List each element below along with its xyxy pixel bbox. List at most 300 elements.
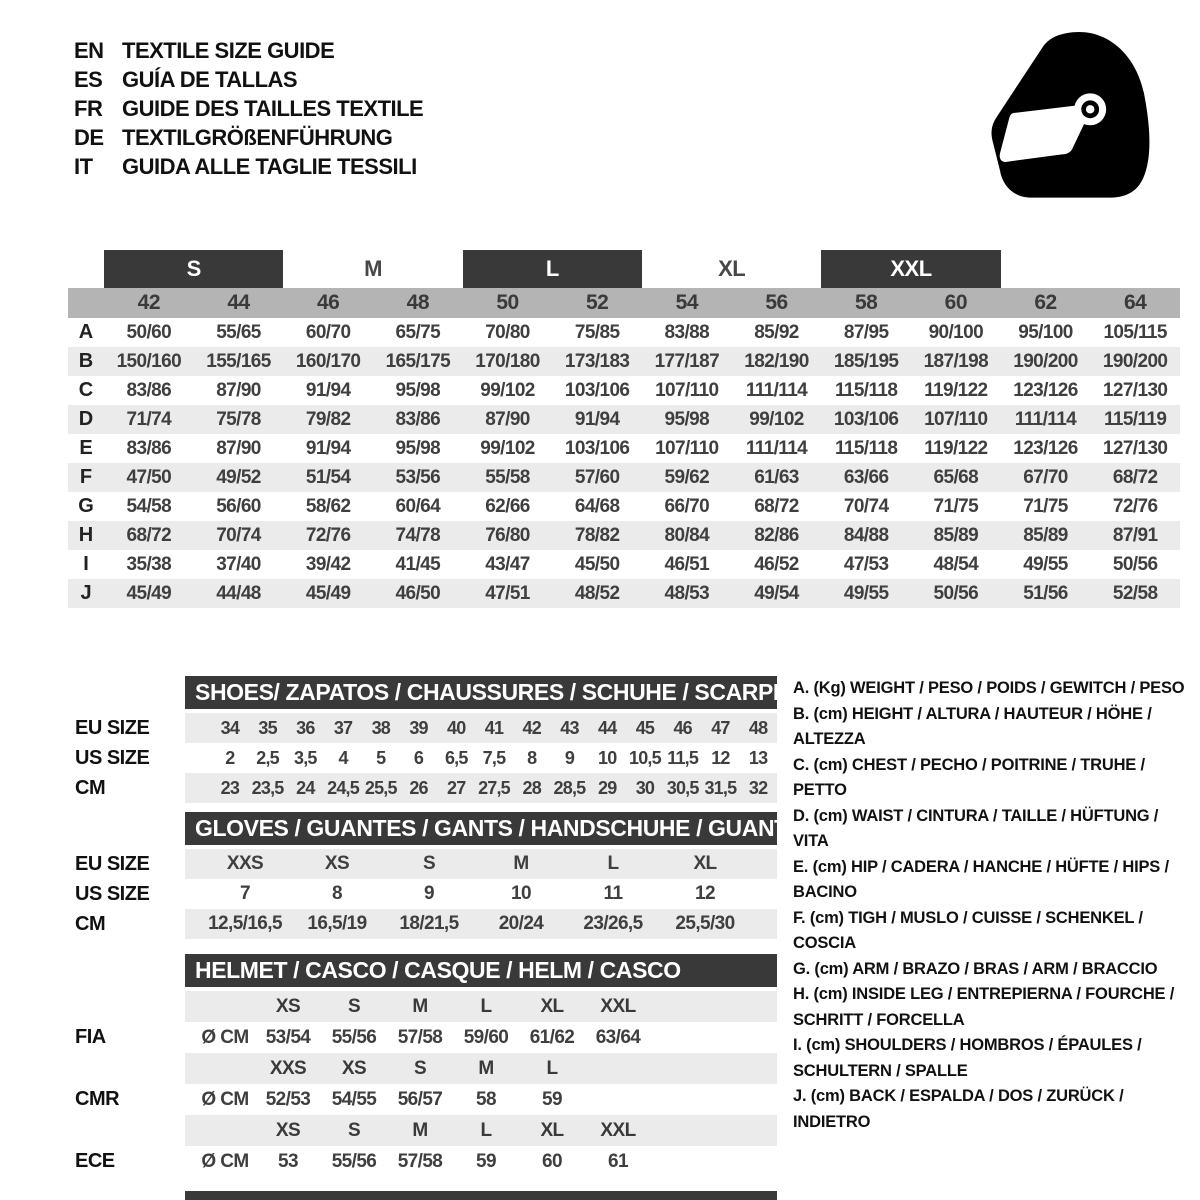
value-cell: 68/72 xyxy=(1112,466,1158,488)
value-cell: 37/40 xyxy=(216,553,261,575)
value-cell: 10 xyxy=(511,883,531,904)
value-cell: 72/76 xyxy=(1112,495,1158,517)
value-cell: 9 xyxy=(424,883,434,904)
size-label: M xyxy=(478,1057,494,1079)
value-cell: 68/72 xyxy=(754,495,799,517)
measurement-row-G xyxy=(68,492,1180,521)
value-cell: 39 xyxy=(409,717,428,738)
row-label-B: B xyxy=(78,350,94,372)
language-row-fr xyxy=(74,94,423,123)
value-cell: 35 xyxy=(258,717,277,738)
value-cell: 115/119 xyxy=(1103,408,1167,430)
legend-entry-c: C. (cm) CHEST / PECHO / POITRINE / TRUHE / PETTO xyxy=(793,755,1145,799)
value-cell: 45/49 xyxy=(126,582,172,604)
legend-entry-j: J. (cm) BACK / ESPALDA / DOS / ZURÜCK / INDIETRO xyxy=(793,1087,1124,1131)
value-cell: 24 xyxy=(296,777,315,798)
helmet-values-cmr xyxy=(75,1084,777,1115)
value-cell: 107/110 xyxy=(655,379,719,401)
row-cm xyxy=(75,909,777,939)
measurement-row-D xyxy=(68,405,1180,434)
value-cell: 31,5 xyxy=(704,777,737,798)
value-cell: 65/68 xyxy=(933,466,979,488)
value-cell: 63/64 xyxy=(595,1026,641,1048)
value-cell: 87/90 xyxy=(485,408,530,430)
value-cell: 54/58 xyxy=(126,495,172,517)
racing-helmet-icon xyxy=(972,20,1167,208)
value-cell: 190/200 xyxy=(1013,350,1078,372)
value-cell: 75/78 xyxy=(216,408,261,430)
value-cell: 61/63 xyxy=(754,466,799,488)
value-cell: 72/76 xyxy=(305,524,351,546)
value-cell: 11 xyxy=(603,883,623,904)
shoes-table-header: SHOES/ ZAPATOS / CHAUSSURES / SCHUHE / SCARPE xyxy=(185,676,777,709)
value-cell: 84/88 xyxy=(843,524,889,546)
value-cell: L xyxy=(607,853,619,874)
helmet-rows xyxy=(75,991,777,1177)
row-values xyxy=(185,879,777,909)
helmet-table-header: HELMET / CASCO / CASQUE / HELM / CASCO xyxy=(185,954,777,987)
helmet-values-fia xyxy=(75,1022,777,1053)
value-cell: 27,5 xyxy=(478,777,510,798)
value-cell: 99/102 xyxy=(749,408,804,430)
row-eu-size xyxy=(75,849,777,879)
value-cell: 46 xyxy=(673,717,692,738)
language-code: IT xyxy=(74,154,93,179)
row-values xyxy=(185,773,777,803)
row-values xyxy=(185,909,777,939)
language-title-list xyxy=(74,36,423,181)
row-label: EU SIZE xyxy=(75,716,150,739)
value-cell: 50/60 xyxy=(126,321,172,343)
value-cell: 2 xyxy=(225,747,235,768)
value-cell: 29 xyxy=(597,777,617,798)
row-us-size xyxy=(75,879,777,909)
row-label: US SIZE xyxy=(75,882,150,905)
value-cell: 99/102 xyxy=(480,437,535,459)
shoes-rows xyxy=(75,713,777,803)
value-cell: 59 xyxy=(542,1088,562,1110)
row-label-spacer xyxy=(75,1053,185,1084)
size-label: S xyxy=(413,1057,427,1079)
value-cell: 63/66 xyxy=(843,466,889,488)
value-cell: 47/50 xyxy=(126,466,172,488)
value-cell: 150/160 xyxy=(116,350,182,372)
language-row-es xyxy=(74,65,423,94)
value-cell: 170/180 xyxy=(475,350,540,372)
value-cell: 56/57 xyxy=(397,1088,443,1110)
row-values xyxy=(185,1146,777,1177)
value-cell: 10 xyxy=(597,747,617,768)
measurement-row-E xyxy=(68,434,1180,463)
value-cell: 85/92 xyxy=(754,321,799,343)
unit-cell: Ø CM xyxy=(201,1150,249,1172)
value-cell: 49/54 xyxy=(754,582,799,604)
value-cell: 12 xyxy=(711,747,730,768)
value-cell: 83/86 xyxy=(395,408,441,430)
value-cell: 103/106 xyxy=(564,437,630,459)
size-group-m: M xyxy=(364,256,382,281)
value-cell: 107/110 xyxy=(655,437,719,459)
value-cell: 6 xyxy=(413,747,424,768)
value-cell: 95/98 xyxy=(395,379,441,401)
helmet-sizes-fia xyxy=(75,991,777,1022)
value-cell: 173/183 xyxy=(564,350,630,372)
language-title: TEXTILGRÖßENFÜHRUNG xyxy=(122,125,393,150)
value-cell: 61 xyxy=(608,1150,628,1172)
value-cell: 7,5 xyxy=(482,747,506,768)
value-cell: 50/56 xyxy=(1112,553,1158,575)
row-label: CM xyxy=(75,776,106,799)
value-cell: 51/54 xyxy=(305,466,351,488)
row-label-ece: ECE xyxy=(75,1150,115,1172)
value-cell: 105/115 xyxy=(1103,321,1167,343)
row-label-C: C xyxy=(78,379,94,401)
row-label-I: I xyxy=(83,553,89,575)
value-cell: 60/70 xyxy=(305,321,351,343)
size-label: XL xyxy=(540,1119,564,1141)
value-cell: XXS xyxy=(226,853,264,874)
value-cell: 82/86 xyxy=(754,524,799,546)
size-48: 48 xyxy=(406,291,429,314)
value-cell: 95/98 xyxy=(395,437,441,459)
value-cell: 91/94 xyxy=(574,408,620,430)
value-cell: 99/102 xyxy=(480,379,535,401)
row-values xyxy=(185,743,777,773)
value-cell: 71/75 xyxy=(1023,495,1068,517)
value-cell: 6,5 xyxy=(444,747,468,768)
value-cell: 13 xyxy=(748,747,768,768)
language-title: TEXTILE SIZE GUIDE xyxy=(122,38,335,63)
value-cell: 62/66 xyxy=(485,495,530,517)
measurement-row-I xyxy=(68,550,1180,579)
size-50: 50 xyxy=(496,291,519,314)
value-cell: 48 xyxy=(748,717,768,738)
value-cell: 83/86 xyxy=(126,379,172,401)
size-52: 52 xyxy=(585,291,609,314)
size-label: L xyxy=(480,995,492,1017)
value-cell: 45/50 xyxy=(574,553,620,575)
row-values xyxy=(185,713,777,743)
value-cell: 12,5/16,5 xyxy=(208,913,282,934)
value-cell: 53 xyxy=(278,1150,298,1172)
value-cell: 111/114 xyxy=(745,379,808,401)
value-cell: 10,5 xyxy=(629,747,661,768)
value-cell: 111/114 xyxy=(745,437,808,459)
size-labels xyxy=(185,1053,777,1084)
value-cell: 48/52 xyxy=(574,582,620,604)
value-cell: 5 xyxy=(376,747,386,768)
value-cell: 50/56 xyxy=(933,582,979,604)
value-cell: 18/21,5 xyxy=(399,913,459,934)
size-54: 54 xyxy=(675,291,698,314)
value-cell: 87/95 xyxy=(843,321,889,343)
value-cell: 23,5 xyxy=(251,777,284,798)
helmet-sizes-cmr xyxy=(75,1053,777,1084)
value-cell: 83/88 xyxy=(664,321,710,343)
size-label: XS xyxy=(341,1057,367,1079)
value-cell: 80/84 xyxy=(664,524,710,546)
value-cell: 64/68 xyxy=(574,495,620,517)
value-cell: 65/75 xyxy=(395,321,441,343)
value-cell: 74/78 xyxy=(395,524,441,546)
value-cell: 30,5 xyxy=(666,777,699,798)
value-cell: 36 xyxy=(296,717,315,738)
value-cell: 185/195 xyxy=(833,350,899,372)
measurement-row-A xyxy=(68,318,1180,347)
row-label: CM xyxy=(75,912,106,935)
value-cell: 71/74 xyxy=(126,408,172,430)
language-title: GUIDE DES TAILLES TEXTILE xyxy=(122,96,424,121)
language-row-de xyxy=(74,123,423,152)
language-code: ES xyxy=(74,67,103,92)
value-cell: 47/51 xyxy=(485,582,530,604)
value-cell: 34 xyxy=(220,717,240,738)
value-cell: S xyxy=(422,853,436,874)
value-cell: 59/60 xyxy=(463,1026,509,1048)
size-labels xyxy=(185,1115,777,1146)
value-cell: 85/89 xyxy=(933,524,979,546)
value-cell: 38 xyxy=(371,717,390,738)
value-cell: 49/55 xyxy=(843,582,889,604)
row-eu-size xyxy=(75,713,777,743)
value-cell: 48/53 xyxy=(664,582,710,604)
row-label: EU SIZE xyxy=(75,852,150,875)
value-cell: 3,5 xyxy=(294,747,317,768)
size-label: M xyxy=(412,995,428,1017)
legend-entry-d: D. (cm) WAIST / CINTURA / TAILLE / HÜFTUNG / VITA xyxy=(793,806,1159,850)
value-cell: 60/64 xyxy=(395,495,441,517)
value-cell: 40 xyxy=(447,717,466,738)
value-cell: 95/100 xyxy=(1018,321,1073,343)
value-cell: 78/82 xyxy=(574,524,620,546)
value-cell: 45 xyxy=(635,717,655,738)
value-cell: 127/130 xyxy=(1102,379,1168,401)
size-label: S xyxy=(347,995,361,1017)
size-label: XXS xyxy=(269,1057,307,1079)
language-title: GUÍA DE TALLAS xyxy=(122,67,298,92)
measurement-legend xyxy=(793,676,1193,1135)
row-label-H: H xyxy=(78,524,94,546)
value-cell: 47 xyxy=(711,717,730,738)
value-cell: 177/187 xyxy=(654,350,720,372)
legend-entry-g: G. (cm) ARM / BRAZO / BRAS / ARM / BRACCIO xyxy=(793,959,1158,978)
size-label: L xyxy=(480,1119,492,1141)
value-cell: 79/82 xyxy=(305,408,351,430)
size-62: 62 xyxy=(1034,291,1057,314)
value-cell: 107/110 xyxy=(924,408,988,430)
corner-spacer xyxy=(68,250,104,288)
value-cell: 127/130 xyxy=(1102,437,1168,459)
value-cell: 103/106 xyxy=(564,379,630,401)
value-cell: 60 xyxy=(542,1150,562,1172)
value-cell: 44 xyxy=(597,717,617,738)
value-cell: 54/55 xyxy=(331,1088,377,1110)
value-cell: 23/26,5 xyxy=(583,913,643,934)
measurement-row-C xyxy=(68,376,1180,405)
value-cell: 32 xyxy=(748,777,768,798)
value-cell: 123/126 xyxy=(1013,379,1078,401)
size-label: XL xyxy=(540,995,564,1017)
value-cell: 24,5 xyxy=(327,777,359,798)
value-cell: 45/49 xyxy=(305,582,351,604)
row-values xyxy=(185,1084,777,1115)
value-cell: 25,5/30 xyxy=(675,913,735,934)
row-label-spacer xyxy=(75,991,185,1022)
textile-size-table xyxy=(68,250,1180,608)
helmet-sizes-ece xyxy=(75,1115,777,1146)
value-cell: 90/100 xyxy=(928,321,984,343)
value-cell: 55/58 xyxy=(485,466,530,488)
value-cell: XL xyxy=(693,853,717,874)
value-cell: 43 xyxy=(560,717,579,738)
value-cell: XS xyxy=(324,853,350,874)
size-44: 44 xyxy=(227,291,250,314)
measurement-rows xyxy=(68,318,1180,608)
size-46: 46 xyxy=(316,291,340,314)
value-cell: 71/75 xyxy=(933,495,979,517)
value-cell: 9 xyxy=(564,747,575,768)
row-label-D: D xyxy=(78,408,94,430)
size-group-xl: XL xyxy=(718,256,746,281)
value-cell: 57/60 xyxy=(574,466,620,488)
size-label: L xyxy=(546,1057,558,1079)
value-cell: 23 xyxy=(220,777,240,798)
value-cell: 2,5 xyxy=(256,747,279,768)
value-cell: 16,5/19 xyxy=(307,913,367,934)
value-cell: 57/58 xyxy=(397,1150,443,1172)
measurement-row-H xyxy=(68,521,1180,550)
value-cell: 75/85 xyxy=(574,321,620,343)
row-label-spacer xyxy=(75,1115,185,1146)
value-cell: 49/55 xyxy=(1023,553,1068,575)
value-cell: 115/118 xyxy=(834,379,898,401)
value-cell: 42 xyxy=(522,717,541,738)
helmet-size-table xyxy=(75,954,777,1177)
unit-cell: Ø CM xyxy=(201,1088,249,1110)
shoes-size-table xyxy=(75,676,788,803)
value-cell: 59/62 xyxy=(664,466,710,488)
value-cell: 59 xyxy=(476,1150,496,1172)
value-cell: 70/74 xyxy=(216,524,261,546)
value-cell: 58/62 xyxy=(305,495,351,517)
row-label-A: A xyxy=(78,321,94,343)
row-label-E: E xyxy=(79,437,93,459)
value-cell: 76/80 xyxy=(485,524,530,546)
value-cell: 123/126 xyxy=(1013,437,1078,459)
value-cell: 44/48 xyxy=(216,582,261,604)
value-cell: 41 xyxy=(484,717,504,738)
value-cell: 155/165 xyxy=(206,350,271,372)
size-label: XS xyxy=(275,995,301,1017)
language-title: GUIDA ALLE TAGLIE TESSILI xyxy=(122,154,417,179)
value-cell: 35/38 xyxy=(126,553,172,575)
gloves-size-table xyxy=(75,812,794,939)
gloves-table-header: GLOVES / GUANTES / GANTS / HANDSCHUHE / GUANTI xyxy=(185,812,777,845)
legend-entry-e: E. (cm) HIP / CADERA / HANCHE / HÜFTE / HIPS / BACINO xyxy=(793,857,1169,901)
size-number-row xyxy=(68,288,1180,318)
value-cell: 91/94 xyxy=(305,437,351,459)
value-cell: 190/200 xyxy=(1102,350,1168,372)
value-cell: 53/54 xyxy=(265,1026,311,1048)
value-cell: 91/94 xyxy=(305,379,351,401)
value-cell: 58 xyxy=(476,1088,496,1110)
value-cell: 8 xyxy=(527,747,537,768)
value-cell: 115/118 xyxy=(834,437,898,459)
row-label-F: F xyxy=(79,466,93,488)
size-label: XXL xyxy=(600,995,636,1017)
value-cell: 26 xyxy=(409,777,428,798)
value-cell: 51/56 xyxy=(1023,582,1068,604)
legend-entry-f: F. (cm) TIGH / MUSLO / CUISSE / SCHENKEL / COSCIA xyxy=(793,908,1143,952)
size-56: 56 xyxy=(765,291,788,314)
value-cell: 165/175 xyxy=(385,350,451,372)
value-cell: 46/50 xyxy=(395,582,441,604)
value-cell: 119/122 xyxy=(924,437,988,459)
value-cell: 12 xyxy=(695,883,715,904)
value-cell: 48/54 xyxy=(933,553,979,575)
value-cell: 70/74 xyxy=(843,495,889,517)
value-cell: 70/80 xyxy=(485,321,530,343)
value-cell: 43/47 xyxy=(485,553,530,575)
value-cell: 7 xyxy=(240,883,250,904)
value-cell: 49/52 xyxy=(216,466,261,488)
value-cell: 87/90 xyxy=(216,437,261,459)
value-cell: 187/198 xyxy=(923,350,989,372)
value-cell: 68/72 xyxy=(126,524,172,546)
value-cell: 55/65 xyxy=(216,321,261,343)
row-values xyxy=(185,849,777,879)
value-cell: 111/114 xyxy=(1014,408,1077,430)
value-cell: 85/89 xyxy=(1023,524,1068,546)
value-cell: 11,5 xyxy=(667,747,699,768)
value-cell: 57/58 xyxy=(397,1026,443,1048)
measurement-row-B xyxy=(68,347,1180,376)
value-cell: 66/70 xyxy=(664,495,710,517)
size-group-s: S xyxy=(104,250,283,288)
size-64: 64 xyxy=(1123,291,1147,314)
gloves-rows xyxy=(75,849,777,939)
band-spacer xyxy=(68,288,104,318)
value-cell: 103/106 xyxy=(833,408,899,430)
value-cell: 37 xyxy=(333,717,353,738)
value-cell: 30 xyxy=(635,777,655,798)
measurement-row-J xyxy=(68,579,1180,608)
helmet-values-ece xyxy=(75,1146,777,1177)
value-cell: 8 xyxy=(332,883,342,904)
row-label-G: G xyxy=(78,495,94,517)
language-code: EN xyxy=(74,38,104,63)
unit-cell: Ø CM xyxy=(201,1026,249,1048)
value-cell: 47/53 xyxy=(843,553,889,575)
value-cell: 56/60 xyxy=(216,495,261,517)
legend-entry-i: I. (cm) SHOULDERS / HOMBROS / ÉPAULES / SCHULTERN / SPALLE xyxy=(793,1036,1142,1080)
size-group-l: L xyxy=(463,250,642,288)
language-row-it xyxy=(74,152,423,181)
size-58: 58 xyxy=(854,291,878,314)
size-label: M xyxy=(412,1119,428,1141)
value-cell: M xyxy=(513,853,529,874)
value-cell: 41/45 xyxy=(395,553,441,575)
value-cell: 4 xyxy=(338,747,348,768)
value-cell: 52/58 xyxy=(1112,582,1158,604)
value-cell: 39/42 xyxy=(305,553,351,575)
size-group-xxl: XXL xyxy=(821,250,1000,288)
value-cell: 28,5 xyxy=(553,777,586,798)
value-cell: 119/122 xyxy=(924,379,988,401)
language-code: FR xyxy=(74,96,103,121)
partial-table-bar xyxy=(185,1191,777,1200)
legend-entry-a: A. (Kg) WEIGHT / PESO / POIDS / GEWITCH / PESO xyxy=(793,679,1185,697)
